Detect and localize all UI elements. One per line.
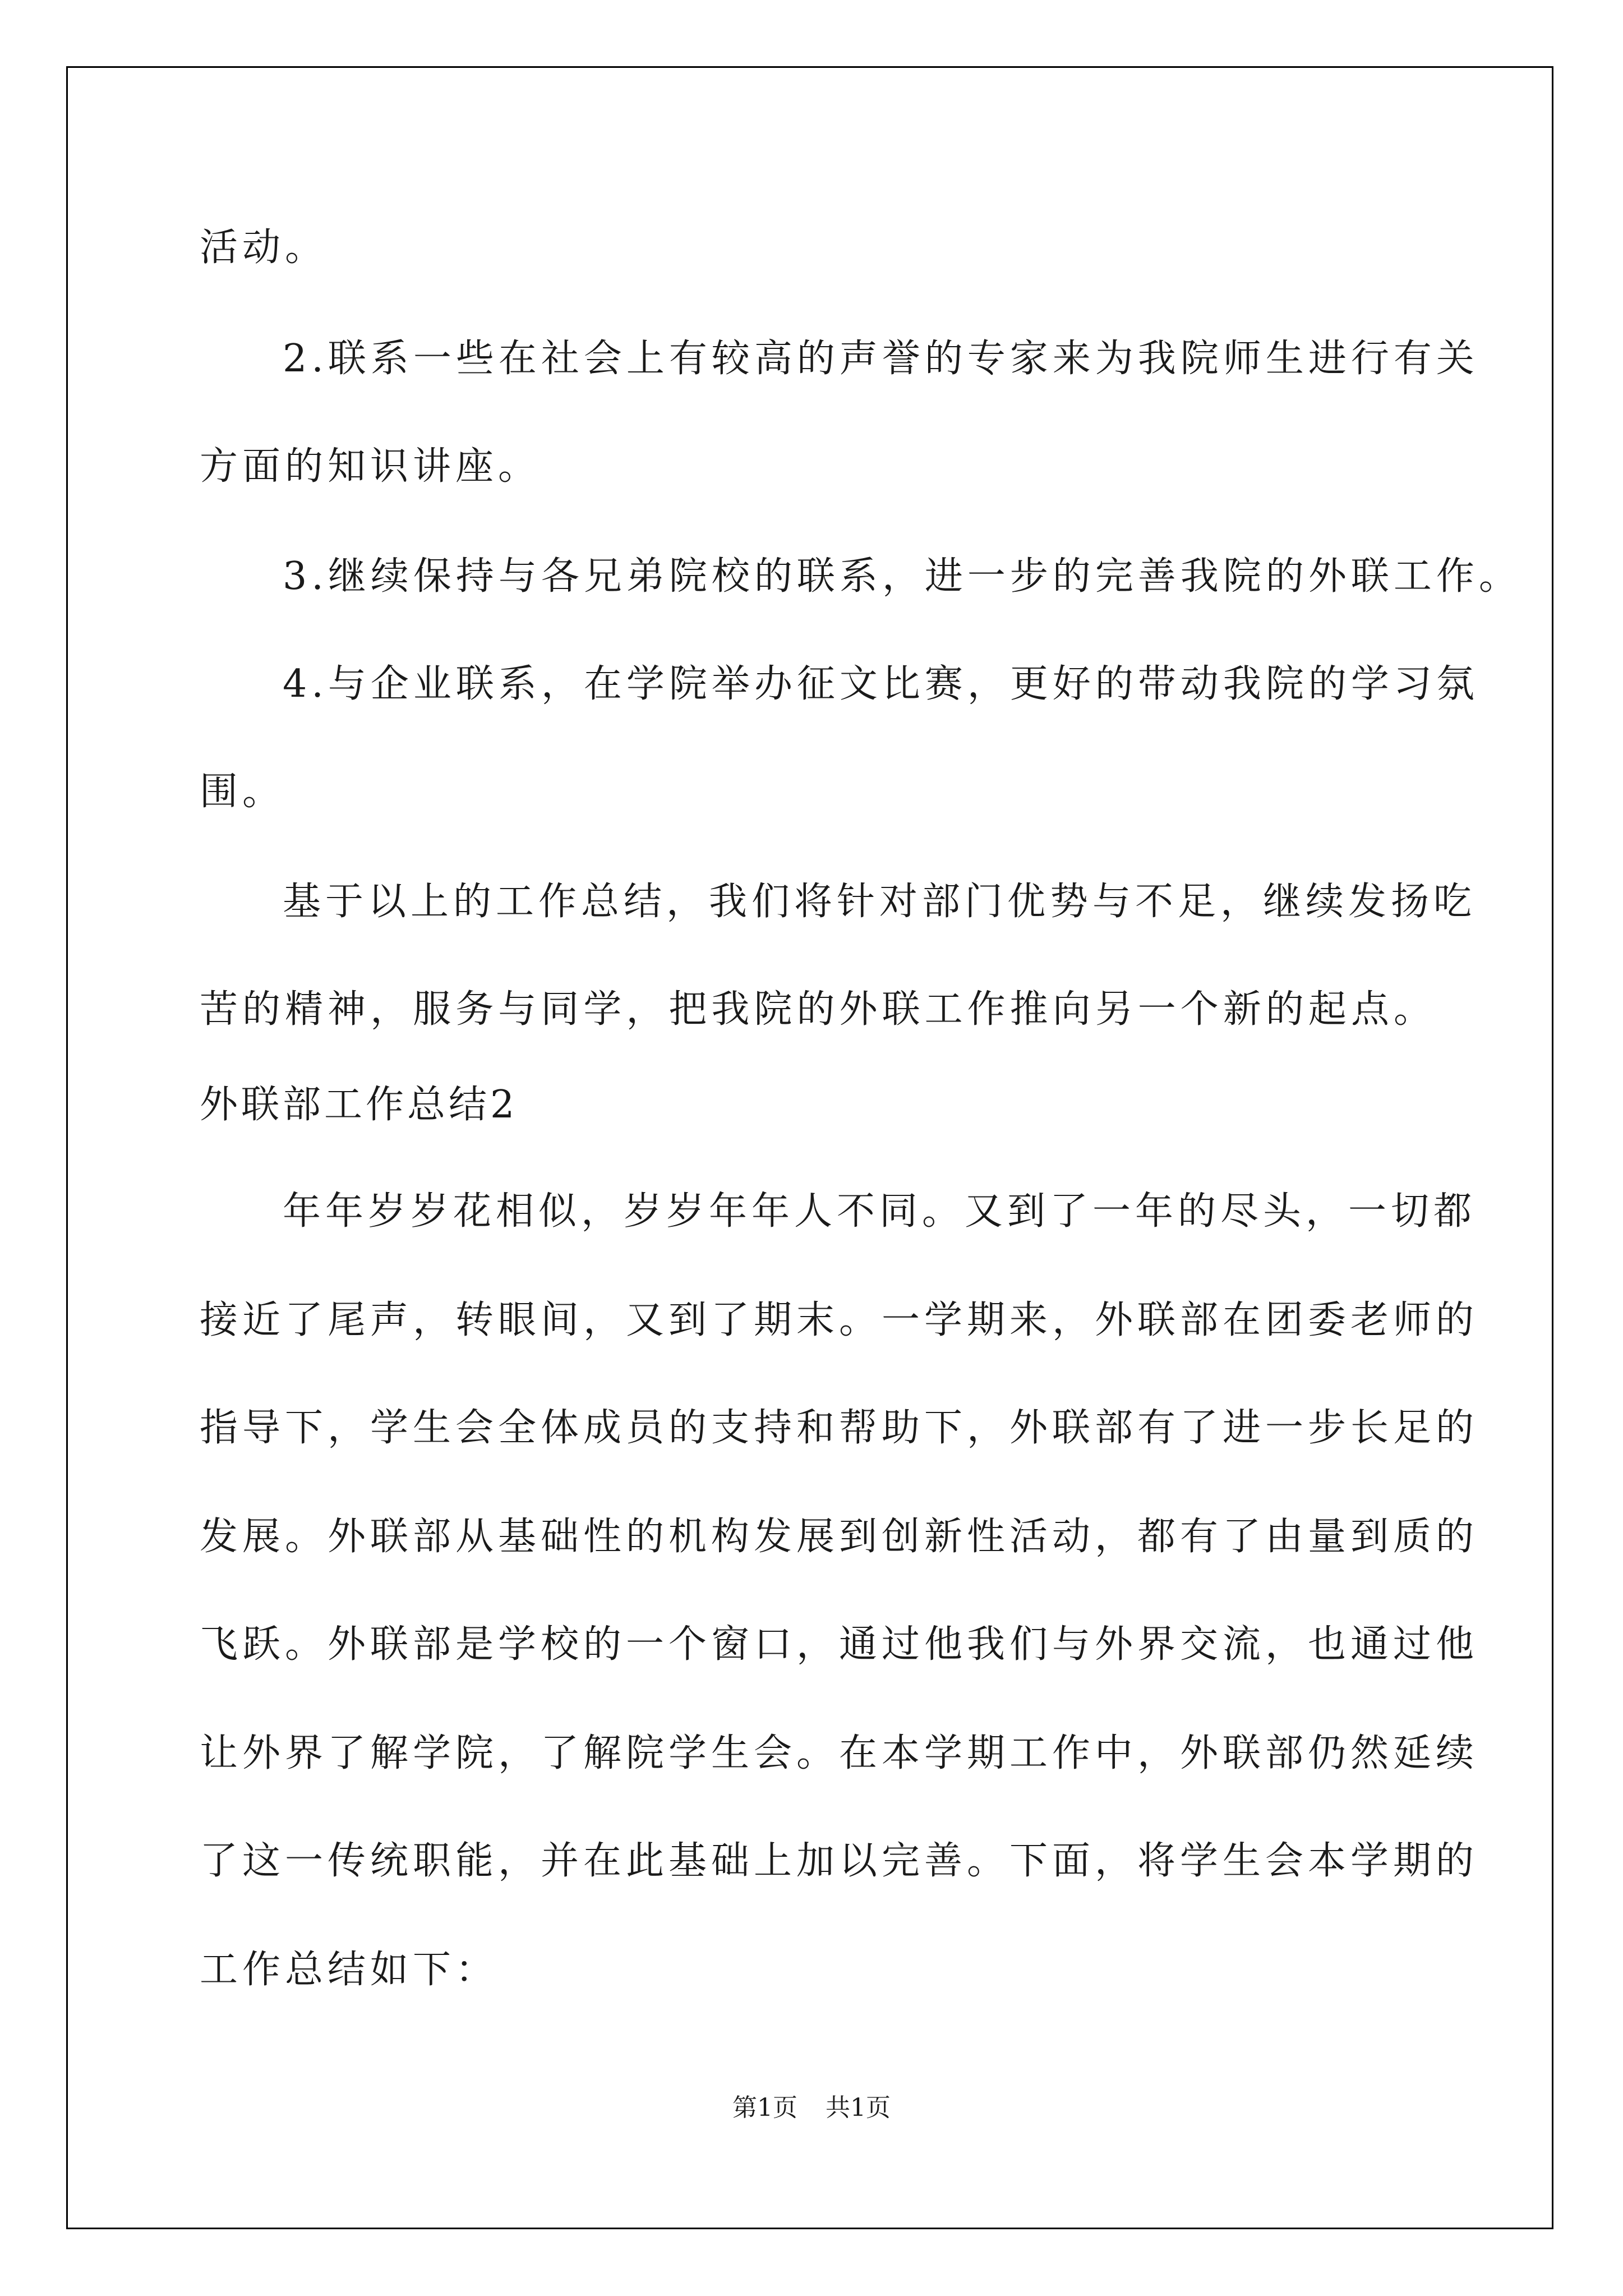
- paragraph-line: 4.与企业联系，在学院举办征文比赛，更好的带动我院的学习氛: [283, 662, 1479, 706]
- paragraph-line: 基于以上的工作总结，我们将针对部门优势与不足，继续发扬吃: [283, 880, 1477, 924]
- paragraph-line: 围。: [200, 770, 285, 814]
- page-total: 共1页: [826, 2093, 891, 2122]
- page-border: [66, 66, 1553, 2229]
- paragraph-line: 苦的精神，服务与同学，把我院的外联工作推向另一个新的起点。: [200, 987, 1436, 1032]
- page-footer: [0, 2091, 1623, 2125]
- paragraph-line: 3.继续保持与各兄弟院校的联系，进一步的完善我院的外联工作。: [283, 554, 1521, 599]
- paragraph-line: 让外界了解学院，了解院学生会。在本学期工作中，外联部仍然延续: [200, 1731, 1479, 1775]
- paragraph-line: 活动。: [200, 226, 328, 270]
- paragraph-line: 指导下，学生会全体成员的支持和帮助下，外联部有了进一步长足的: [200, 1406, 1479, 1450]
- paragraph-line: 年年岁岁花相似，岁岁年年人不同。又到了一年的尽头，一切都: [283, 1189, 1477, 1234]
- paragraph-line: 2.联系一些在社会上有较高的声誉的专家来为我院师生进行有关: [283, 337, 1479, 381]
- paragraph-line: 飞跃。外联部是学校的一个窗口，通过他我们与外界交流，也通过他: [200, 1622, 1479, 1667]
- paragraph-line: 工作总结如下：: [200, 1948, 499, 1992]
- section-heading: 外联部工作总结2: [200, 1083, 518, 1127]
- paragraph-line: 方面的知识讲座。: [200, 444, 541, 489]
- paragraph-line: 了这一传统职能，并在此基础上加以完善。下面，将学生会本学期的: [200, 1839, 1479, 1883]
- paragraph-line: 接近了尾声，转眼间，又到了期末。一学期来，外联部在团委老师的: [200, 1298, 1479, 1342]
- page-number: 第1页: [732, 2093, 797, 2122]
- paragraph-line: 发展。外联部从基础性的机构发展到创新性活动，都有了由量到质的: [200, 1515, 1479, 1559]
